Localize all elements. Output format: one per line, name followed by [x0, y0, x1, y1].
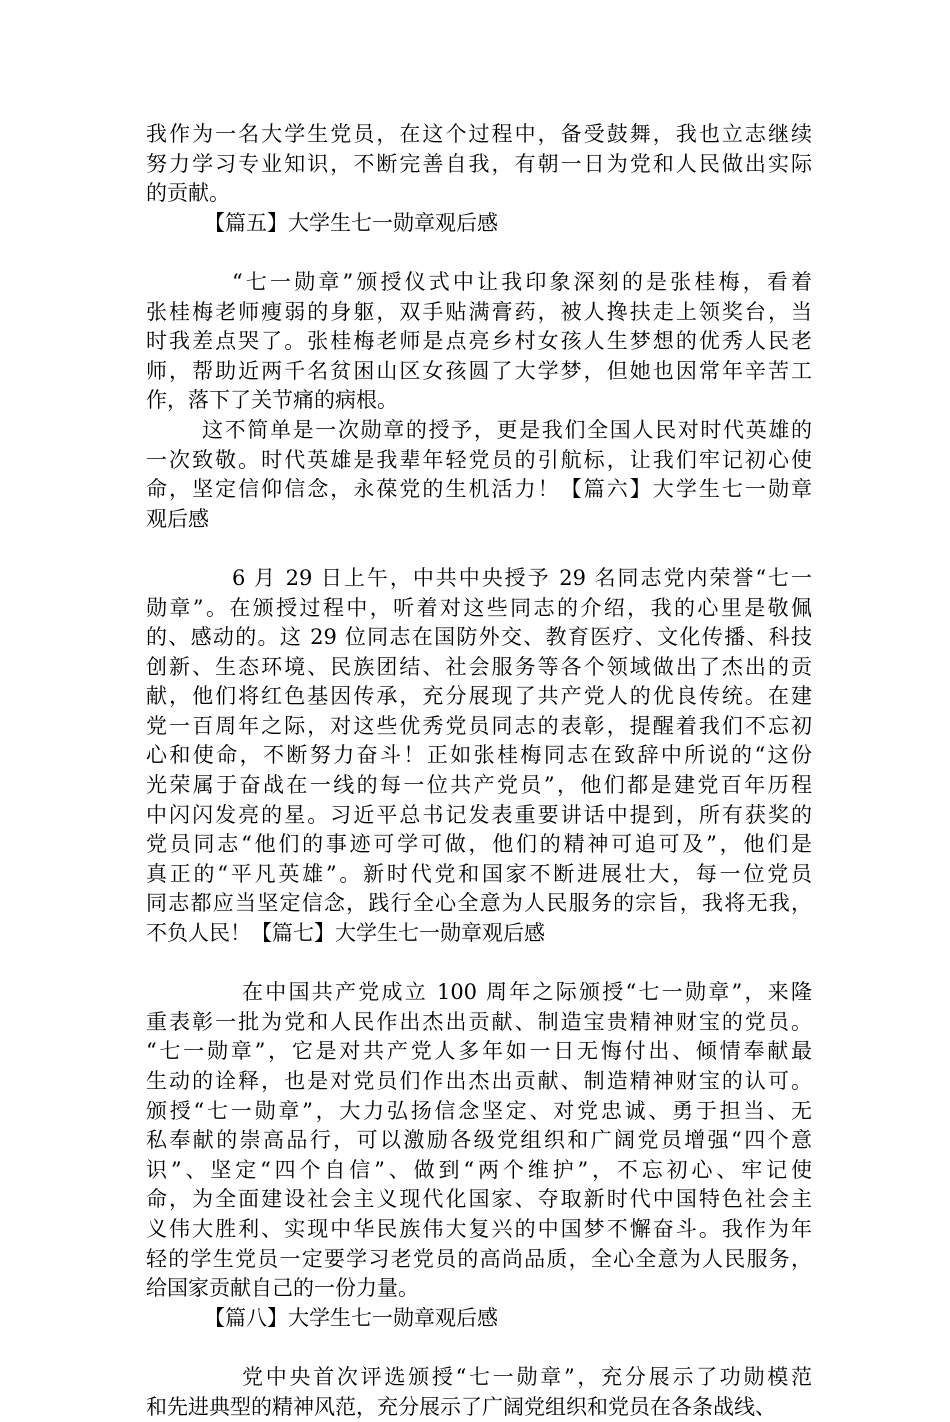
- paragraph-line: “七一勋章”，它是对共产党人多年如一日无悔付出、倾情奉献最: [146, 1039, 812, 1064]
- paragraph: [146, 1363, 812, 1422]
- paragraph-line: 创新、生态环境、民族团结、社会服务等各个领域做出了杰出的贡: [146, 654, 812, 679]
- paragraph-line: 私奉献的崇高品行，可以激励各级党组织和广阔党员增强“四个意: [146, 1128, 812, 1153]
- paragraph-line: 给国家贡献自己的一份力量。: [146, 1276, 419, 1301]
- paragraph-line: 的贡献。: [146, 181, 230, 206]
- paragraph-line: 光荣属于奋战在一线的每一位共产党员”，他们都是建党百年历程: [146, 773, 812, 798]
- paragraph-line: 6 月 29 日上午，中共中央授予 29 名同志党内荣誉“七一: [232, 565, 812, 590]
- paragraph-line: 义伟大胜利、实现中华民族伟大复兴的中国梦不懈奋斗。我作为年: [146, 1216, 812, 1241]
- blank-line: [146, 238, 812, 268]
- paragraph-line: 不负人民！【篇七】大学生七一勋章观后感: [146, 921, 545, 946]
- paragraph-line: 同志都应当坚定信念，践行全心全意为人民服务的宗旨，我将无我，: [146, 891, 812, 916]
- paragraph: [146, 120, 812, 209]
- paragraph-line: 的、感动的。这 29 位同志在国防外交、教育医疗、文化传播、科技: [146, 625, 812, 650]
- blank-line: [146, 534, 812, 564]
- paragraph-line: “七一勋章”颁授仪式中让我印象深刻的是张桂梅，看着: [232, 269, 812, 294]
- paragraph-line: 勋章”。在颁授过程中，听着对这些同志的介绍，我的心里是敬佩: [146, 595, 812, 620]
- paragraph-line: 轻的学生党员一定要学习老党员的高尚品质，全心全意为人民服务，: [146, 1246, 812, 1271]
- paragraph-line: 张桂梅老师瘦弱的身躯，双手贴满膏药，被人搀扶走上领奖台，当: [146, 299, 812, 324]
- paragraph-line: 我作为一名大学生党员，在这个过程中，备受鼓舞，我也立志继续: [146, 122, 812, 146]
- paragraph-line: 颁授“七一勋章”，大力弘扬信念坚定、对党忠诚、勇于担当、无: [146, 1098, 812, 1123]
- paragraph-line: 识”、坚定“四个自信”、做到“两个维护”，不忘初心、牢记使: [146, 1157, 812, 1182]
- section-heading: 【篇八】大学生七一勋章观后感: [204, 1305, 498, 1330]
- paragraph-line: 和先进典型的精神风范，充分展示了广阔党组织和党员在各条战线、: [146, 1394, 776, 1419]
- paragraph-line: 一次致敬。时代英雄是我辈年轻党员的引航标，让我们牢记初心使: [146, 447, 812, 472]
- paragraph-line: 观后感: [146, 506, 209, 531]
- paragraph-line: 在中国共产党成立 100 周年之际颁授“七一勋章”，来隆: [242, 980, 812, 1005]
- paragraph-line: 党中央首次评选颁授“七一勋章”，充分展示了功勋模范: [242, 1364, 812, 1389]
- paragraph-line: 心和使命，不断努力奋斗！正如张桂梅同志在致辞中所说的“这份: [146, 743, 812, 768]
- paragraph-line: 生动的诠释，也是对党员们作出杰出贡献、制造精神财宝的认可。: [146, 1069, 812, 1093]
- paragraph-line: 重表彰一批为党和人民作出杰出贡献、制造宝贵精神财宝的党员。: [146, 1009, 812, 1034]
- blank-line: [146, 949, 812, 979]
- paragraph-line: 献，他们将红色基因传承，充分展现了共产党人的优良传统。在建: [146, 684, 812, 709]
- paragraph: [146, 564, 812, 949]
- paragraph-line: 命，为全面建设社会主义现代化国家、夺取新时代中国特色社会主: [146, 1187, 812, 1212]
- blank-line: [146, 1333, 812, 1363]
- paragraph-line: 师，帮助近两千名贫困山区女孩圆了大学梦，但她也因常年辛苦工: [146, 358, 812, 383]
- paragraph: [146, 268, 812, 416]
- section-heading: 【篇五】大学生七一勋章观后感: [204, 210, 498, 235]
- paragraph-line: 中闪闪发亮的星。习近平总书记发表重要讲话中提到，所有获奖的: [146, 802, 812, 827]
- paragraph-line: 党一百周年之际，对这些优秀党员同志的表彰，提醒着我们不忘初: [146, 713, 812, 738]
- paragraph-line: 作，落下了关节痛的病根。: [146, 388, 398, 413]
- document-page: [146, 120, 812, 1422]
- paragraph: [146, 416, 812, 534]
- paragraph-line: 时我差点哭了。张桂梅老师是点亮乡村女孩人生梦想的优秀人民老: [146, 329, 812, 354]
- paragraph-line: 这不简单是一次勋章的授予，更是我们全国人民对时代英雄的: [202, 417, 812, 442]
- paragraph-line: 努力学习专业知识，不断完善自我，有朝一日为党和人民做出实际: [146, 151, 812, 176]
- paragraph-line: 命，坚定信仰信念，永葆党的生机活力！【篇六】大学生七一勋章: [146, 477, 812, 502]
- paragraph-line: 党员同志“他们的事迹可学可做，他们的精神可追可及”，他们是: [146, 832, 812, 857]
- paragraph-line: 真正的“平凡英雄”。新时代党和国家不断进展壮大，每一位党员: [146, 861, 812, 886]
- paragraph: [146, 978, 812, 1304]
